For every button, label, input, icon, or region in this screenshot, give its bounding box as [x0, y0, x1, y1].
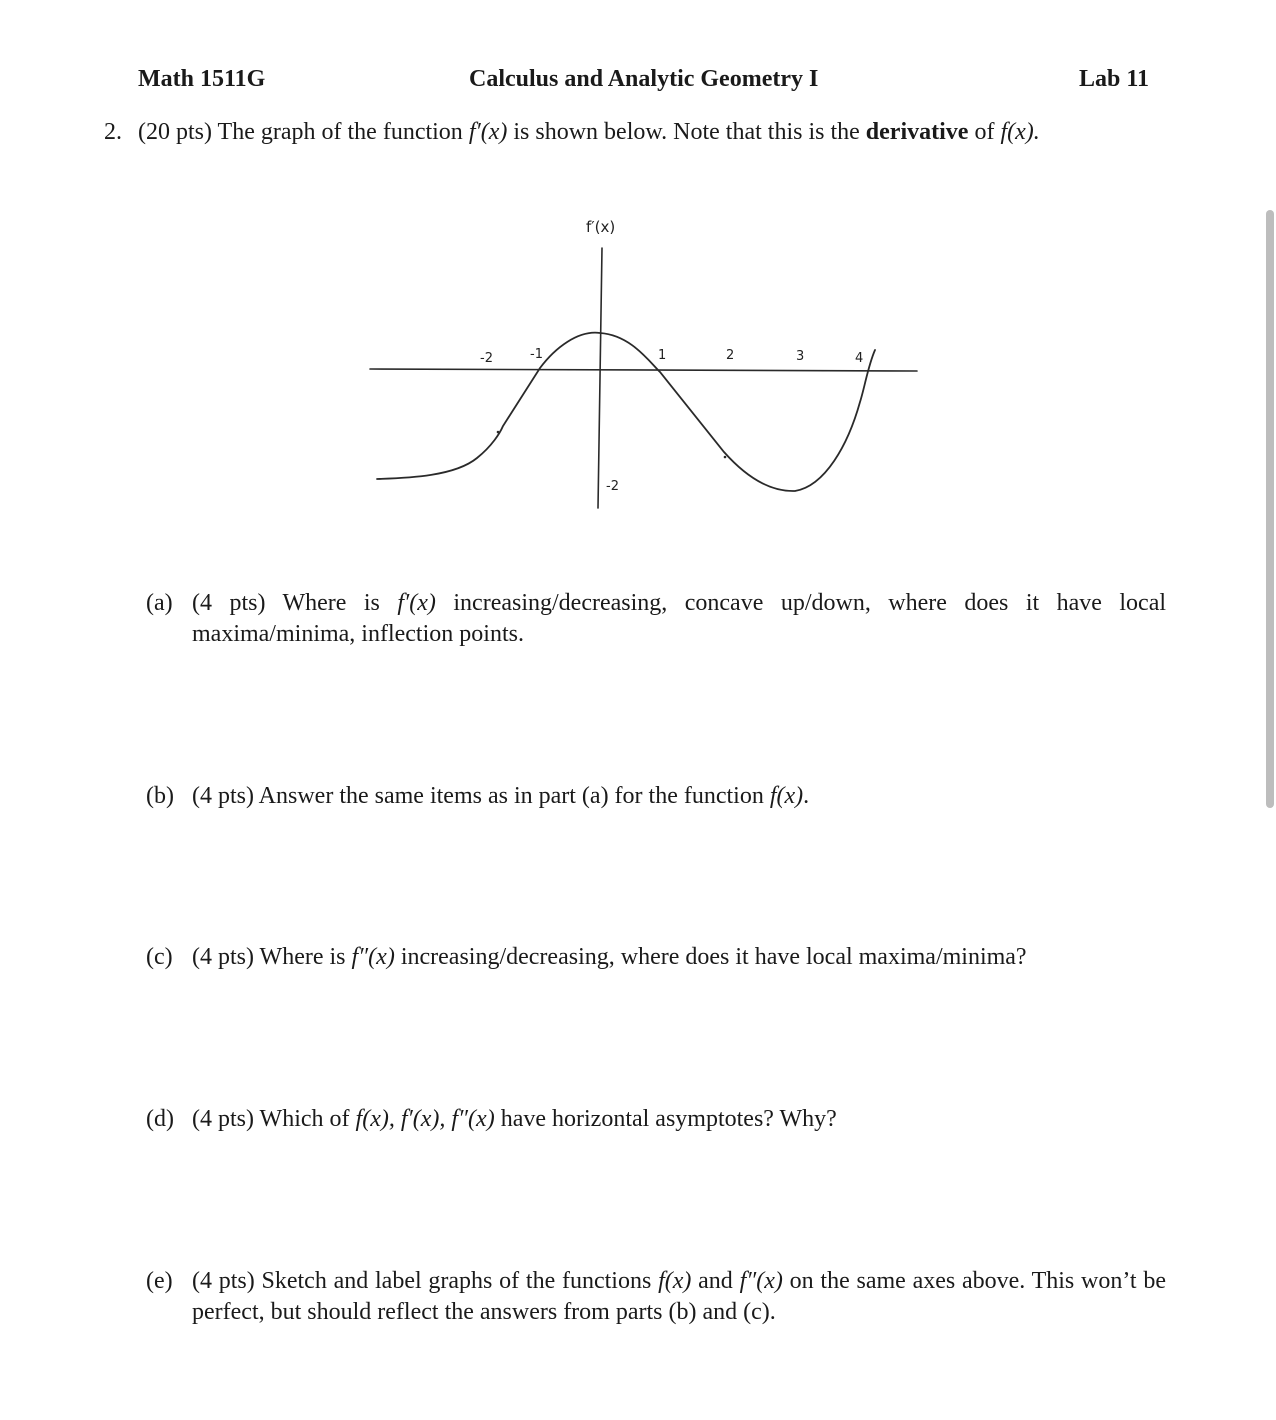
problem-statement — [104, 116, 1168, 148]
page-header — [0, 66, 1276, 100]
part-e: (e) (4 pts) Sketch and label graphs of the functions f(x) and f″(x) on the same axes above. This won’t be perfect, but should reflect the answers from parts (b) and (c). — [146, 1268, 1167, 1325]
derivative-emphasis: derivative — [865, 119, 969, 145]
part-label: (a) — [146, 590, 173, 616]
problem-number: 2. — [104, 119, 122, 145]
part-c: (c) (4 pts) Where is f″(x) increasing/decreasing, where does it have local maxima/minima? — [146, 942, 1166, 973]
course-code: Math 1511G — [138, 66, 266, 92]
part-a: (a) (4 pts) Where is f′(x) increasing/decreasing, concave up/down, where does it have local maxima/minima, inflection points. — [146, 590, 1167, 647]
y-tick-neg2: -2 — [606, 479, 619, 494]
x-tick-neg2: -2 — [480, 351, 493, 366]
y-axis — [598, 248, 602, 508]
x-tick-neg1: -1 — [530, 347, 543, 362]
lab-number: Lab 11 — [1079, 66, 1150, 92]
part-d: (d) (4 pts) Which of f(x), f′(x), f″(x) have horizontal asymptotes? Why? — [146, 1104, 1166, 1135]
part-label: (d) — [146, 1106, 174, 1132]
math-f: f(x). — [1000, 119, 1040, 145]
part-b: (b) (4 pts) Answer the same items as in part (a) for the function f(x). — [146, 781, 1166, 812]
x-tick-3: 3 — [796, 349, 805, 364]
x-tick-4: 4 — [855, 351, 864, 366]
x-axis — [370, 369, 917, 371]
fprime-graph — [340, 200, 940, 520]
part-label: (e) — [146, 1268, 173, 1294]
x-tick-1: 1 — [658, 348, 667, 363]
part-label: (c) — [146, 944, 173, 970]
course-title: Calculus and Analytic Geometry I — [469, 66, 819, 92]
x-tick-2: 2 — [726, 348, 735, 363]
y-axis-label: f′(x) — [586, 218, 616, 236]
problem-text: (20 pts) The graph of the function f′(x) is shown below. Note that this is the derivative of f(x). — [138, 119, 1040, 145]
part-label: (b) — [146, 783, 174, 809]
math-fprime: f′(x) — [468, 119, 508, 145]
vertical-scrollbar[interactable] — [1266, 210, 1274, 808]
